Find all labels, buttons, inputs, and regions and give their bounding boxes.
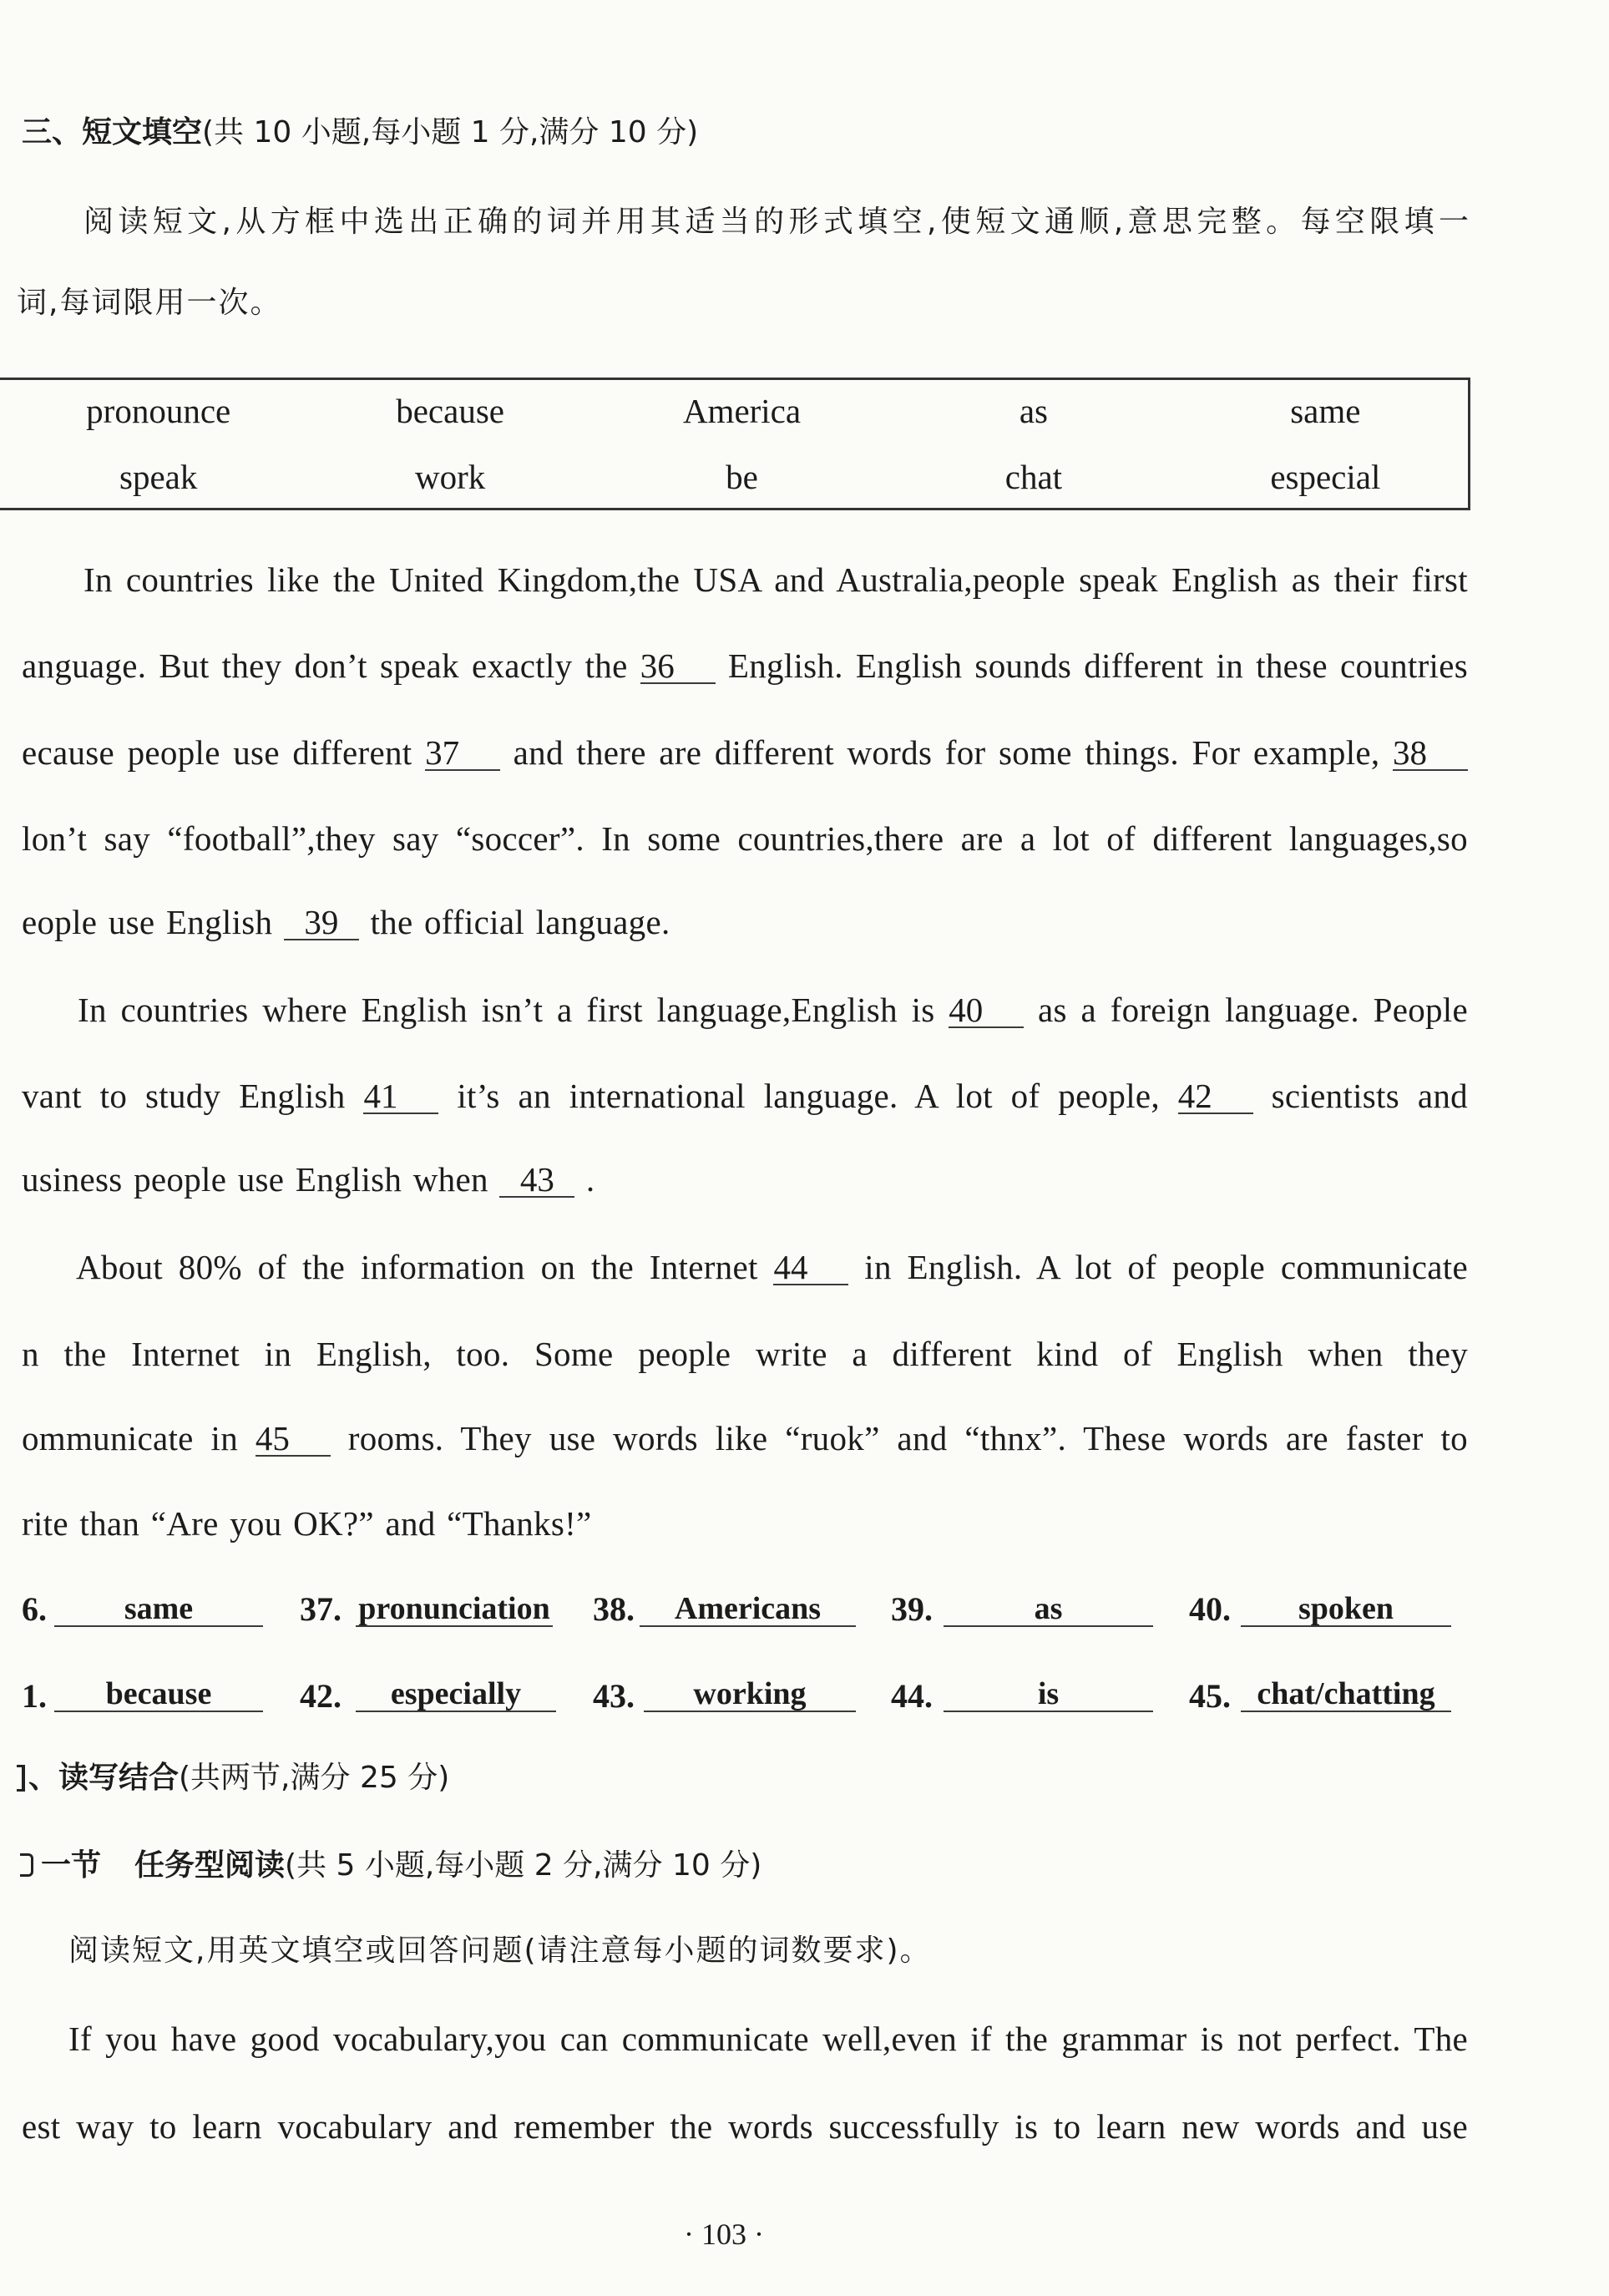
passage-text: About 80% of the information on the Internet bbox=[76, 1248, 758, 1286]
passage-line bbox=[78, 989, 1468, 1031]
section4-instruction: 阅读短文,用英文填空或回答问题(请注意每小题的词数要求)。 bbox=[68, 1934, 932, 1968]
cropped-glyph-fragment bbox=[17, 1765, 25, 1792]
word-box-cell: same bbox=[1290, 392, 1361, 430]
passage-text: English. English sounds different in these countries bbox=[727, 646, 1468, 685]
blank-39: 39 bbox=[284, 905, 359, 940]
blank-41: 41 bbox=[363, 1079, 438, 1114]
blank-44: 44 bbox=[773, 1250, 848, 1285]
word-box-cell: speak bbox=[119, 458, 198, 496]
word-box-cell: work bbox=[414, 458, 486, 496]
word-box-cell: especial bbox=[1270, 458, 1381, 496]
blank-38: 38 bbox=[1393, 736, 1468, 771]
answer-number: 1. bbox=[22, 1677, 47, 1715]
word-box-cell: chat bbox=[1004, 458, 1063, 496]
passage-line bbox=[22, 901, 1024, 943]
answer-value: Americans bbox=[640, 1589, 856, 1627]
section4-heading-label: 、读写结合 bbox=[28, 1761, 180, 1795]
word-box-cell: as bbox=[1019, 392, 1048, 430]
passage-line: rite than “Are you OK?” and “Thanks!” bbox=[22, 1504, 592, 1543]
passage-text: vant to study English bbox=[22, 1077, 346, 1115]
passage-line bbox=[22, 732, 1468, 773]
word-box-row bbox=[13, 390, 1471, 432]
section3-instruction-line1: 阅读短文,从方框中选出正确的词并用其适当的形式填空,使短文通顺,意思完整。每空限填一 bbox=[83, 205, 1470, 239]
passage-line bbox=[22, 1417, 1468, 1459]
answer-value: especially bbox=[356, 1674, 556, 1712]
blank-45: 45 bbox=[256, 1422, 331, 1457]
passage-text: in English. A lot of people communicate bbox=[864, 1248, 1468, 1286]
answer-value: as bbox=[944, 1589, 1153, 1627]
passage-line bbox=[22, 1075, 1468, 1117]
section4-heading-note: (共两节,满分 25 分) bbox=[179, 1761, 450, 1795]
answer-value: chat/chatting bbox=[1241, 1674, 1451, 1712]
answer-value: pronunciation bbox=[356, 1589, 553, 1627]
answer-number: 45. bbox=[1189, 1677, 1231, 1715]
passage-line: lon’t say “football”,they say “soccer”. In some countries,there are a lot of different languages,so bbox=[22, 819, 1468, 858]
passage-text: and there are different words for some things. For example, bbox=[513, 733, 1380, 772]
blank-36: 36 bbox=[640, 649, 716, 684]
passage-text: anguage. But they don’t speak exactly the bbox=[22, 646, 628, 685]
answer-number: 37. bbox=[300, 1590, 342, 1628]
passage-text: eople use English bbox=[22, 903, 273, 941]
passage-line: n the Internet in English, too. Some people write a different kind of English when they bbox=[22, 1335, 1468, 1373]
section3-heading bbox=[22, 112, 1107, 154]
answer-value: spoken bbox=[1241, 1589, 1451, 1627]
passage-line: In countries like the United Kingdom,the USA and Australia,people speak English as their first bbox=[83, 560, 1468, 599]
blank-37: 37 bbox=[425, 736, 500, 771]
word-box-cell: because bbox=[396, 392, 504, 430]
passage-line bbox=[76, 1246, 1468, 1288]
cropped-glyph-fragment bbox=[20, 1853, 33, 1877]
passage-text: usiness people use English when bbox=[22, 1160, 488, 1199]
passage-line bbox=[22, 1158, 1024, 1200]
passage-text: scientists and bbox=[1271, 1077, 1468, 1115]
passage-text: . bbox=[585, 1160, 595, 1199]
passage-text: the official language. bbox=[370, 903, 670, 941]
passage-text: In countries where English isn’t a first language,English is bbox=[78, 991, 935, 1029]
answer-value: because bbox=[54, 1674, 263, 1712]
passage-text: as a foreign language. People bbox=[1038, 991, 1468, 1029]
answer-number: 44. bbox=[891, 1677, 933, 1715]
answer-number: 6. bbox=[22, 1590, 47, 1628]
passage-text: ecause people use different bbox=[22, 733, 412, 772]
page-number: · 103 · bbox=[684, 2217, 764, 2251]
part1-title: 任务型阅读 bbox=[134, 1848, 286, 1883]
word-box-cell: be bbox=[726, 458, 758, 496]
answer-number: 43. bbox=[593, 1677, 635, 1715]
answer-number: 39. bbox=[891, 1590, 933, 1628]
part1-note: (共 5 小题,每小题 2 分,满分 10 分) bbox=[285, 1848, 762, 1883]
answer-number: 40. bbox=[1189, 1590, 1231, 1628]
passage-text: rooms. They use words like “ruok” and “thnx”. These words are faster to bbox=[347, 1419, 1468, 1457]
answer-value: same bbox=[54, 1589, 263, 1627]
blank-42: 42 bbox=[1178, 1079, 1253, 1114]
passage-text: ommunicate in bbox=[22, 1419, 239, 1457]
word-box bbox=[0, 378, 1470, 510]
passage-line bbox=[22, 645, 1468, 687]
blank-43: 43 bbox=[499, 1163, 574, 1198]
answer-number: 38. bbox=[593, 1590, 635, 1628]
answer-value: is bbox=[944, 1674, 1153, 1712]
passage-line: est way to learn vocabulary and remember the words successfully is to learn new words and use bbox=[22, 2107, 1468, 2146]
word-box-cell: America bbox=[682, 392, 802, 430]
section4-part1-heading bbox=[41, 1845, 959, 1887]
section3-heading-note: (共 10 小题,每小题 1 分,满分 10 分) bbox=[202, 115, 699, 150]
section3-heading-label: 三、短文填空 bbox=[22, 115, 203, 150]
answer-number: 42. bbox=[300, 1677, 342, 1715]
passage-text: it’s an international language. A lot of people, bbox=[457, 1077, 1160, 1115]
section4-heading bbox=[28, 1757, 863, 1799]
word-box-cell: pronounce bbox=[86, 392, 231, 430]
part1-label: 一节 bbox=[41, 1848, 102, 1883]
section3-instruction-line2: 词,每词限用一次。 bbox=[17, 286, 282, 320]
answer-value: working bbox=[644, 1674, 856, 1712]
word-box-row bbox=[13, 456, 1471, 498]
blank-40: 40 bbox=[949, 993, 1024, 1028]
passage-line: If you have good vocabulary,you can communicate well,even if the grammar is not perfect. The bbox=[68, 2020, 1468, 2058]
